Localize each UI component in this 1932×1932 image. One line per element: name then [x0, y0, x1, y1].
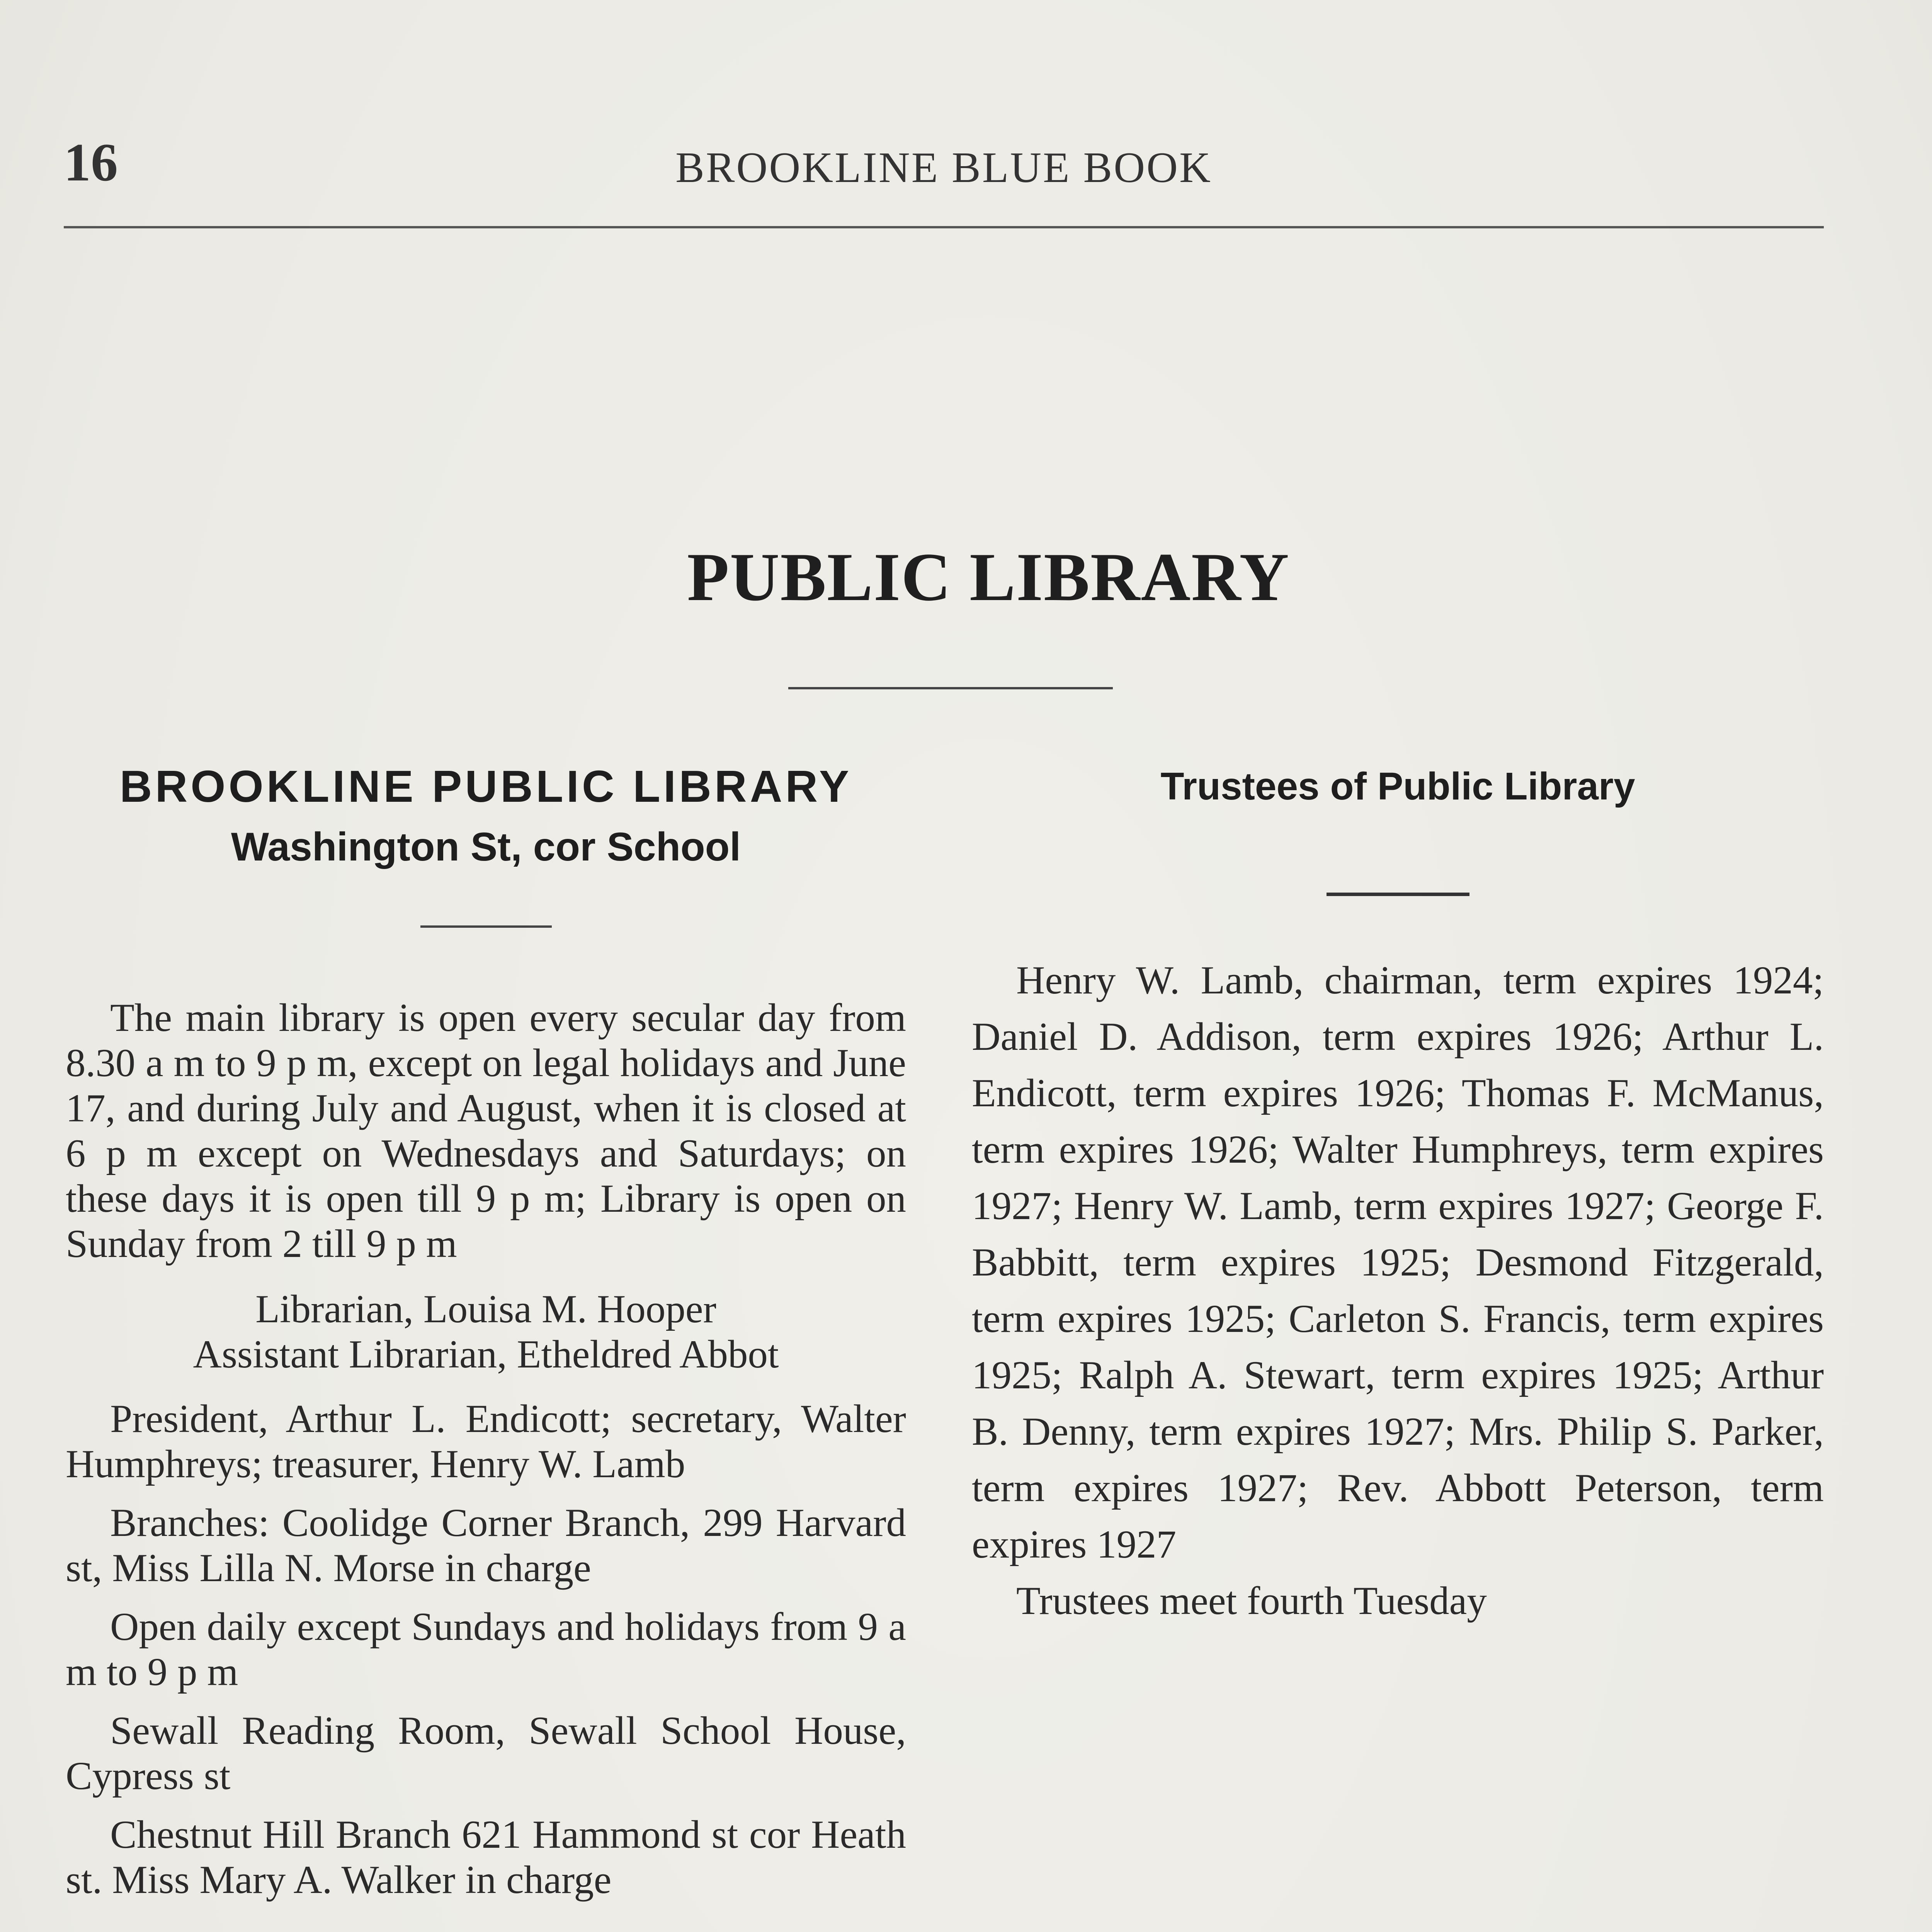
section-title: PUBLIC LIBRARY	[687, 539, 1290, 615]
librarian: Librarian, Louisa M. Hooper	[255, 1287, 716, 1331]
trustees-meeting: Trustees meet fourth Tuesday	[1016, 1579, 1487, 1623]
page-header	[64, 131, 1824, 201]
library-officers: President, Arthur L. Endicott; secretary, Walter Humphreys; treasurer, Henry W. Lamb	[66, 1397, 906, 1486]
page-number: 16	[64, 133, 118, 192]
header-rule	[64, 226, 1824, 228]
sewall-reading-room: Sewall Reading Room, Sewall School House, Cypress st	[66, 1709, 906, 1798]
left-column-rule	[420, 925, 552, 928]
chestnut-hill-branch: Chestnut Hill Branch 621 Hammond st cor Heath st. Miss Mary A. Walker in charge	[66, 1813, 906, 1902]
right-column	[972, 757, 1824, 1629]
left-column	[66, 757, 906, 1903]
trustees-heading: Trustees of Public Library	[1160, 765, 1635, 808]
library-name: BROOKLINE PUBLIC LIBRARY	[119, 761, 852, 811]
branches-info: Branches: Coolidge Corner Branch, 299 Harvard st, Miss Lilla N. Morse in charge	[66, 1501, 906, 1590]
title-rule	[788, 687, 1113, 689]
right-column-rule	[1327, 893, 1469, 896]
branch-hours: Open daily except Sundays and holidays from 9 a m to 9 p m	[66, 1605, 906, 1694]
assistant-librarian: Assistant Librarian, Etheldred Abbot	[193, 1332, 779, 1376]
trustees-list: Henry W. Lamb, chairman, term expires 1924; Daniel D. Addison, term expires 1926; Arthur L. Endicott, term expires 1926; Thomas F. McManus, term expires 1926; Walter Humphreys, term expires 1927; Henry W. Lamb, term expires 1927; George F. Babbitt, term expires 1925; Desmond Fitzgerald, term expires 1925; Carleton S. Francis, term expires 1925; Ralph A. Stewart, term expires 1925; Arthur B. Denny, term expires 1927; Mrs. Philip S. Parker, term expires 1927; Rev. Abbott Peterson, term expires 1927	[972, 958, 1824, 1566]
library-hours: The main library is open every secular day from 8.30 a m to 9 p m, except on legal holidays and June 17, and during July and August, when it is closed at 6 p m except on Wednesdays and Saturdays; on these days it is open till 9 p m; Library is open on Sunday from 2 till 9 p m	[66, 996, 906, 1266]
library-address: Washington St, cor School	[231, 825, 741, 869]
running-title: BROOKLINE BLUE BOOK	[675, 144, 1212, 192]
